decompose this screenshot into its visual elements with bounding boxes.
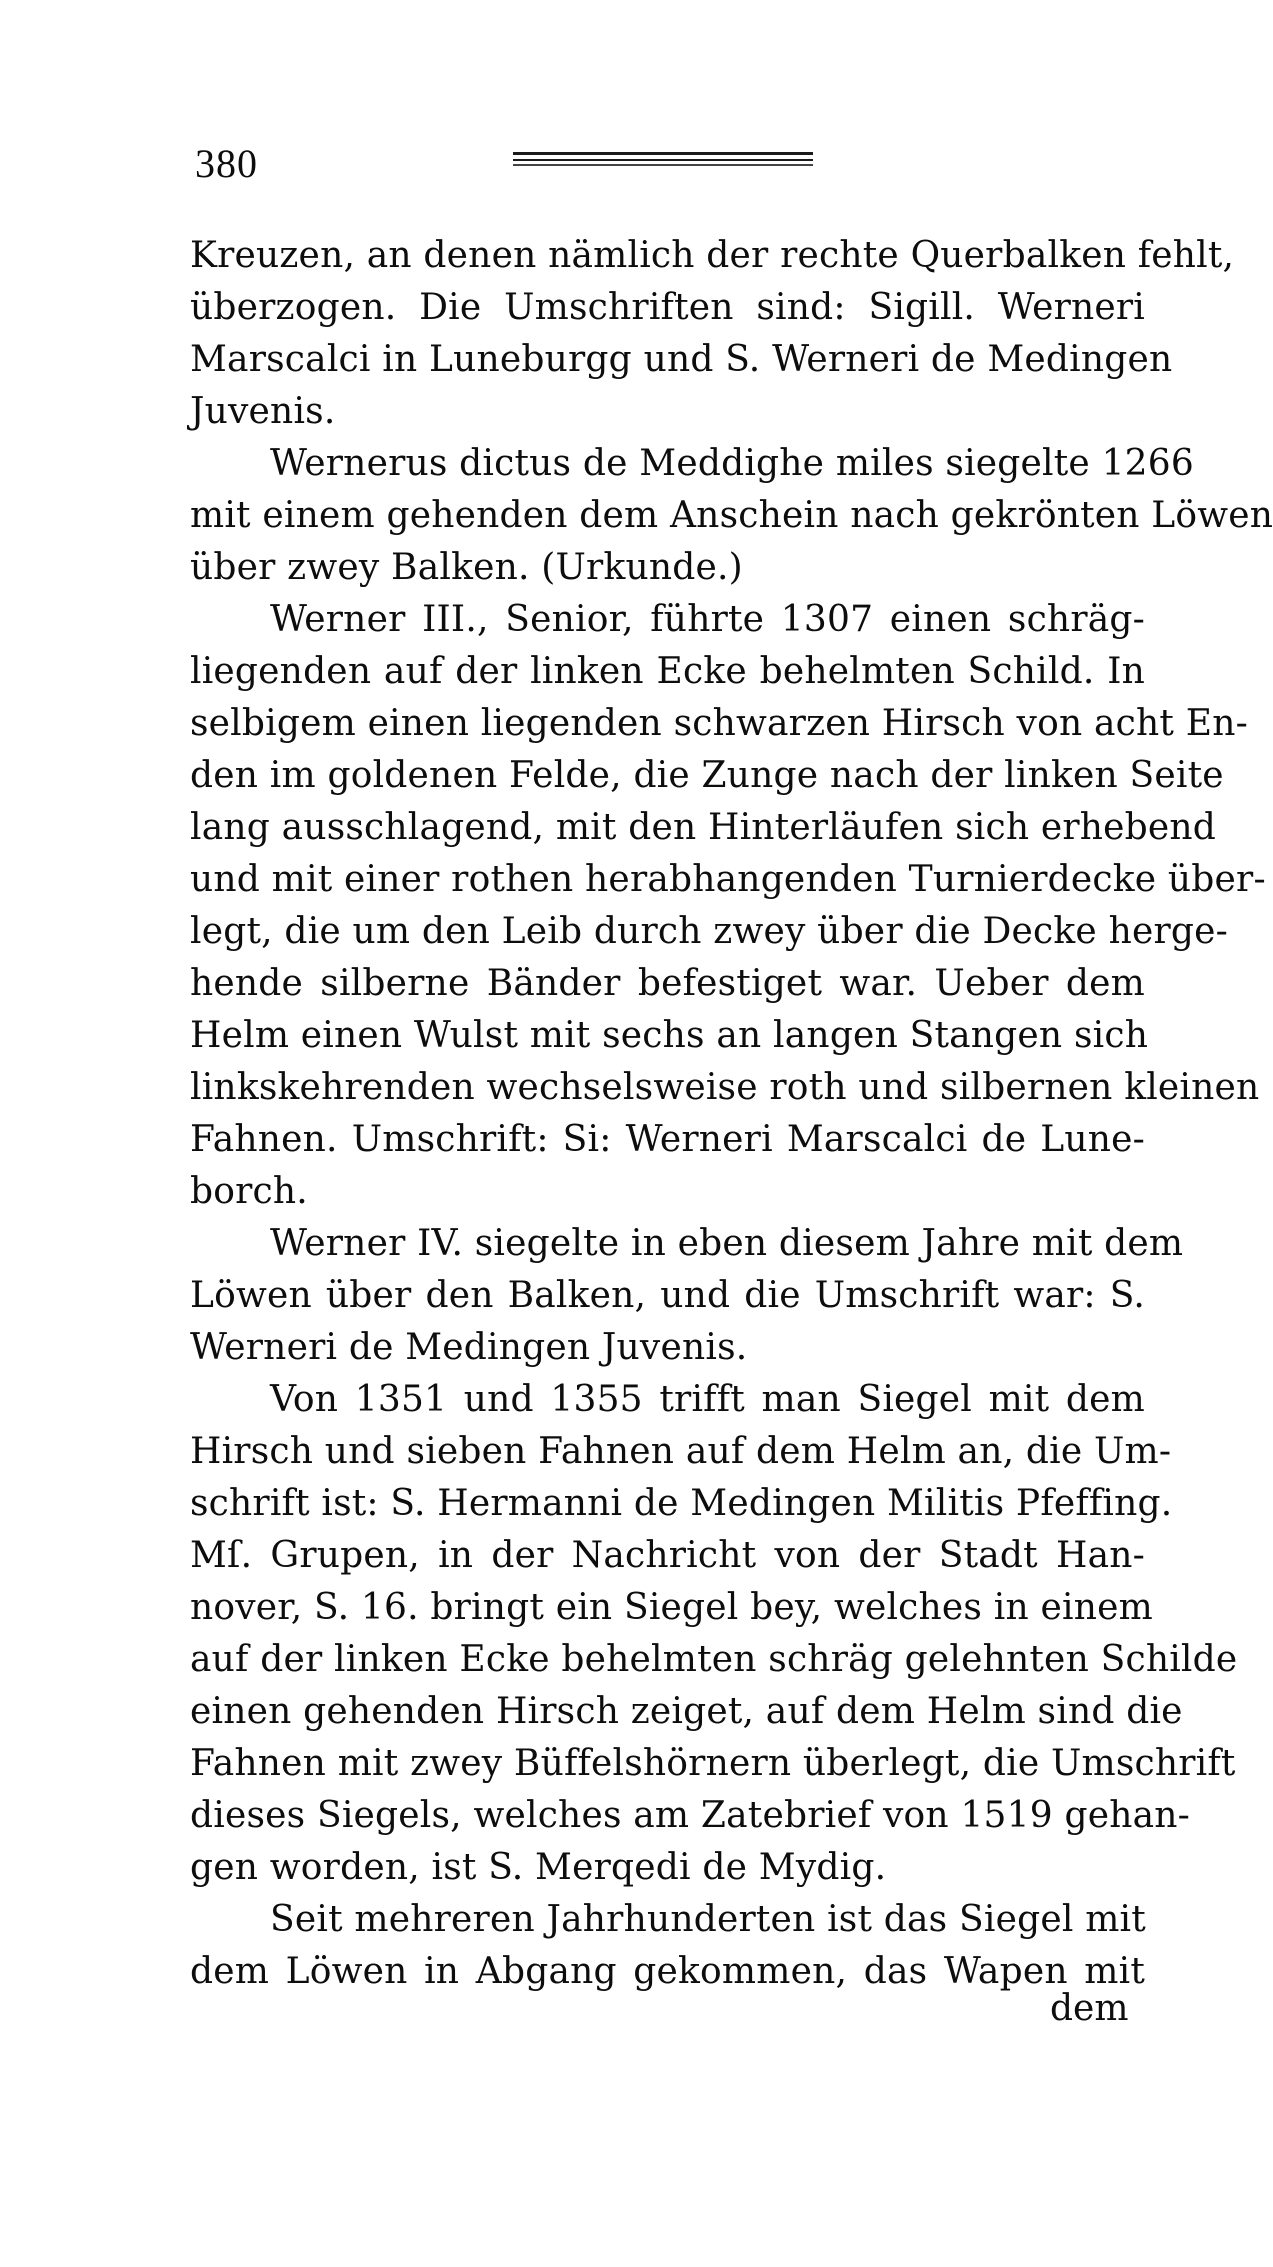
body-text bbox=[190, 230, 1273, 1998]
text-line: Helm einen Wulst mit sechs an langen Stangen sich bbox=[190, 1015, 1149, 1056]
text-line: hende silberne Bänder befestiget war. Ueber dem bbox=[190, 963, 1145, 1004]
text-line: dieses Siegels, welches am Zatebrief von 1519 gehan- bbox=[190, 1795, 1191, 1836]
paragraph-first-line: Seit mehreren Jahrhunderten ist das Siegel mit bbox=[270, 1899, 1146, 1940]
text-line: linkskehrenden wechselsweise roth und silbernen kleinen bbox=[190, 1067, 1260, 1108]
paragraph-first-line: Von 1351 und 1355 trifft man Siegel mit dem bbox=[270, 1379, 1145, 1420]
text-line: überzogen. Die Umschriften sind: Sigill. Werneri bbox=[190, 287, 1145, 328]
header-rule bbox=[513, 152, 813, 166]
text-line: schrift ist: S. Hermanni de Medingen Militis Pfeffing. bbox=[190, 1483, 1173, 1524]
text-line: Fahnen mit zwey Büffelshörnern überlegt, die Umschrift bbox=[190, 1743, 1236, 1784]
text-line: Marscalci in Luneburgg und S. Werneri de Medingen bbox=[190, 339, 1173, 380]
catchword: dem bbox=[1050, 1988, 1129, 2029]
text-line: liegenden auf der linken Ecke behelmten Schild. In bbox=[190, 651, 1145, 692]
text-line: legt, die um den Leib durch zwey über die Decke herge- bbox=[190, 911, 1228, 952]
text-line: über zwey Balken. (Urkunde.) bbox=[190, 547, 743, 588]
text-line: Löwen über den Balken, und die Umschrift war: S. bbox=[190, 1275, 1145, 1316]
text-line: Werneri de Medingen Juvenis. bbox=[190, 1327, 748, 1368]
text-line: Fahnen. Umschrift: Si: Werneri Marscalci de Lune- bbox=[190, 1119, 1145, 1160]
text-line: gen worden, ist S. Merqedi de Mydig. bbox=[190, 1847, 887, 1888]
paragraph-first-line: Wernerus dictus de Meddighe miles siegelte 1266 bbox=[270, 443, 1194, 484]
paragraph-first-line: Werner III., Senior, führte 1307 einen schräg- bbox=[270, 599, 1145, 640]
page-number: 380 bbox=[195, 141, 258, 186]
text-line: und mit einer rothen herabhangenden Turnierdecke über- bbox=[190, 859, 1266, 900]
text-line: nover, S. 16. bringt ein Siegel bey, welches in einem bbox=[190, 1587, 1153, 1628]
header-rule-line bbox=[513, 152, 813, 155]
header-rule-line bbox=[513, 164, 813, 166]
text-line: Hirsch und sieben Fahnen auf dem Helm an, die Um- bbox=[190, 1431, 1172, 1472]
text-line: Kreuzen, an denen nämlich der rechte Querbalken fehlt, bbox=[190, 235, 1235, 276]
paragraph-first-line: Werner IV. siegelte in eben diesem Jahre mit dem bbox=[270, 1223, 1184, 1264]
text-line: borch. bbox=[190, 1171, 308, 1212]
text-line: den im goldenen Felde, die Zunge nach der linken Seite bbox=[190, 755, 1224, 796]
text-line: Mſ. Grupen, in der Nachricht von der Stadt Han- bbox=[190, 1535, 1145, 1576]
text-line: dem Löwen in Abgang gekommen, das Wapen mit bbox=[190, 1951, 1145, 1992]
text-line: selbigem einen liegenden schwarzen Hirsch von acht En- bbox=[190, 703, 1248, 744]
text-line: einen gehenden Hirsch zeiget, auf dem Helm sind die bbox=[190, 1691, 1183, 1732]
page-header bbox=[195, 140, 1145, 200]
text-line: lang ausschlagend, mit den Hinterläufen sich erhebend bbox=[190, 807, 1217, 848]
text-line: Juvenis. bbox=[190, 391, 336, 432]
text-line: mit einem gehenden dem Anschein nach gekrönten Löwen bbox=[190, 495, 1273, 536]
header-rule-line bbox=[513, 159, 813, 161]
text-line: auf der linken Ecke behelmten schräg gelehnten Schilde bbox=[190, 1639, 1238, 1680]
